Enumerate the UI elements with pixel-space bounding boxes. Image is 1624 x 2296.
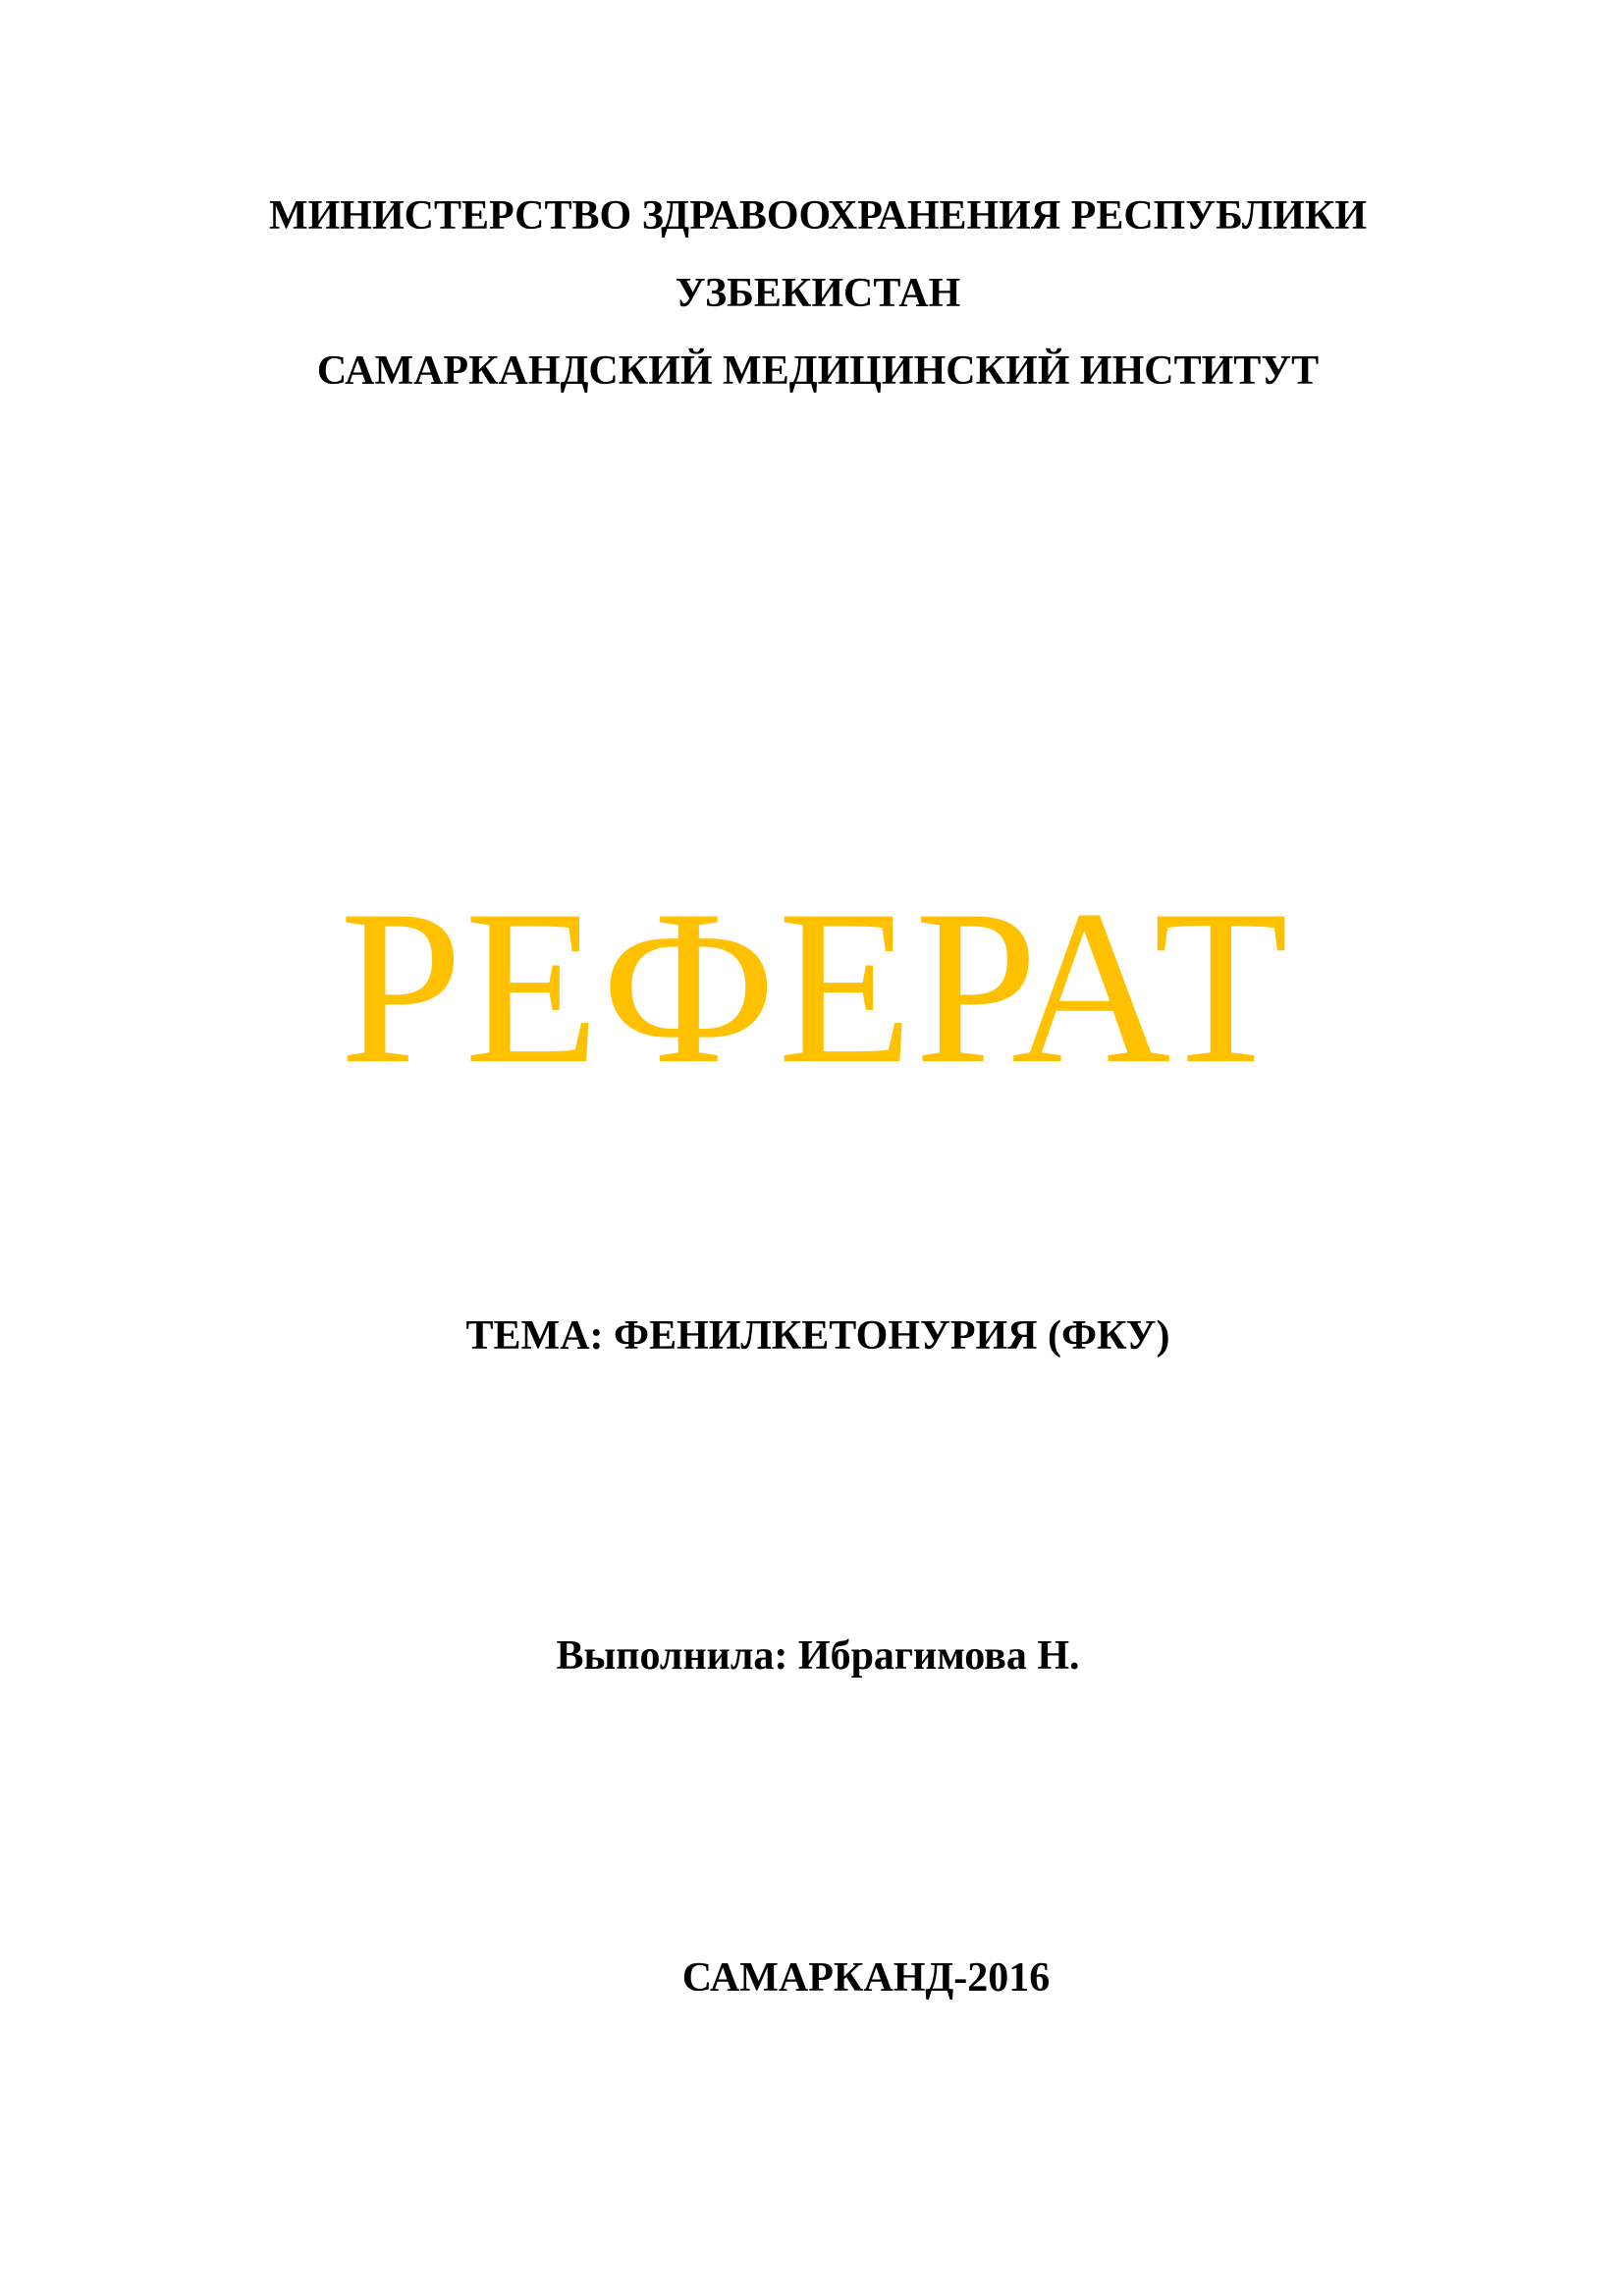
institute-name: САМАРКАНДСКИЙ МЕДИЦИНСКИЙ ИНСТИТУТ: [316, 348, 1320, 394]
ministry-name-line-2: УЗБЕКИСТАН: [675, 271, 961, 316]
author-line: Выполнила: Ибрагимова Н.: [556, 1633, 1080, 1679]
city-year-line: САМАРКАНД-2016: [681, 1955, 1051, 2001]
document-title: РЕФЕРАТ: [339, 864, 1291, 1109]
ministry-name-line-1: МИНИСТЕРСТВО ЗДРАВООХРАНЕНИЯ РЕСПУБЛИКИ: [269, 193, 1367, 239]
topic-line: ТЕМА: ФЕНИЛКЕТОНУРИЯ (ФКУ): [465, 1313, 1170, 1359]
